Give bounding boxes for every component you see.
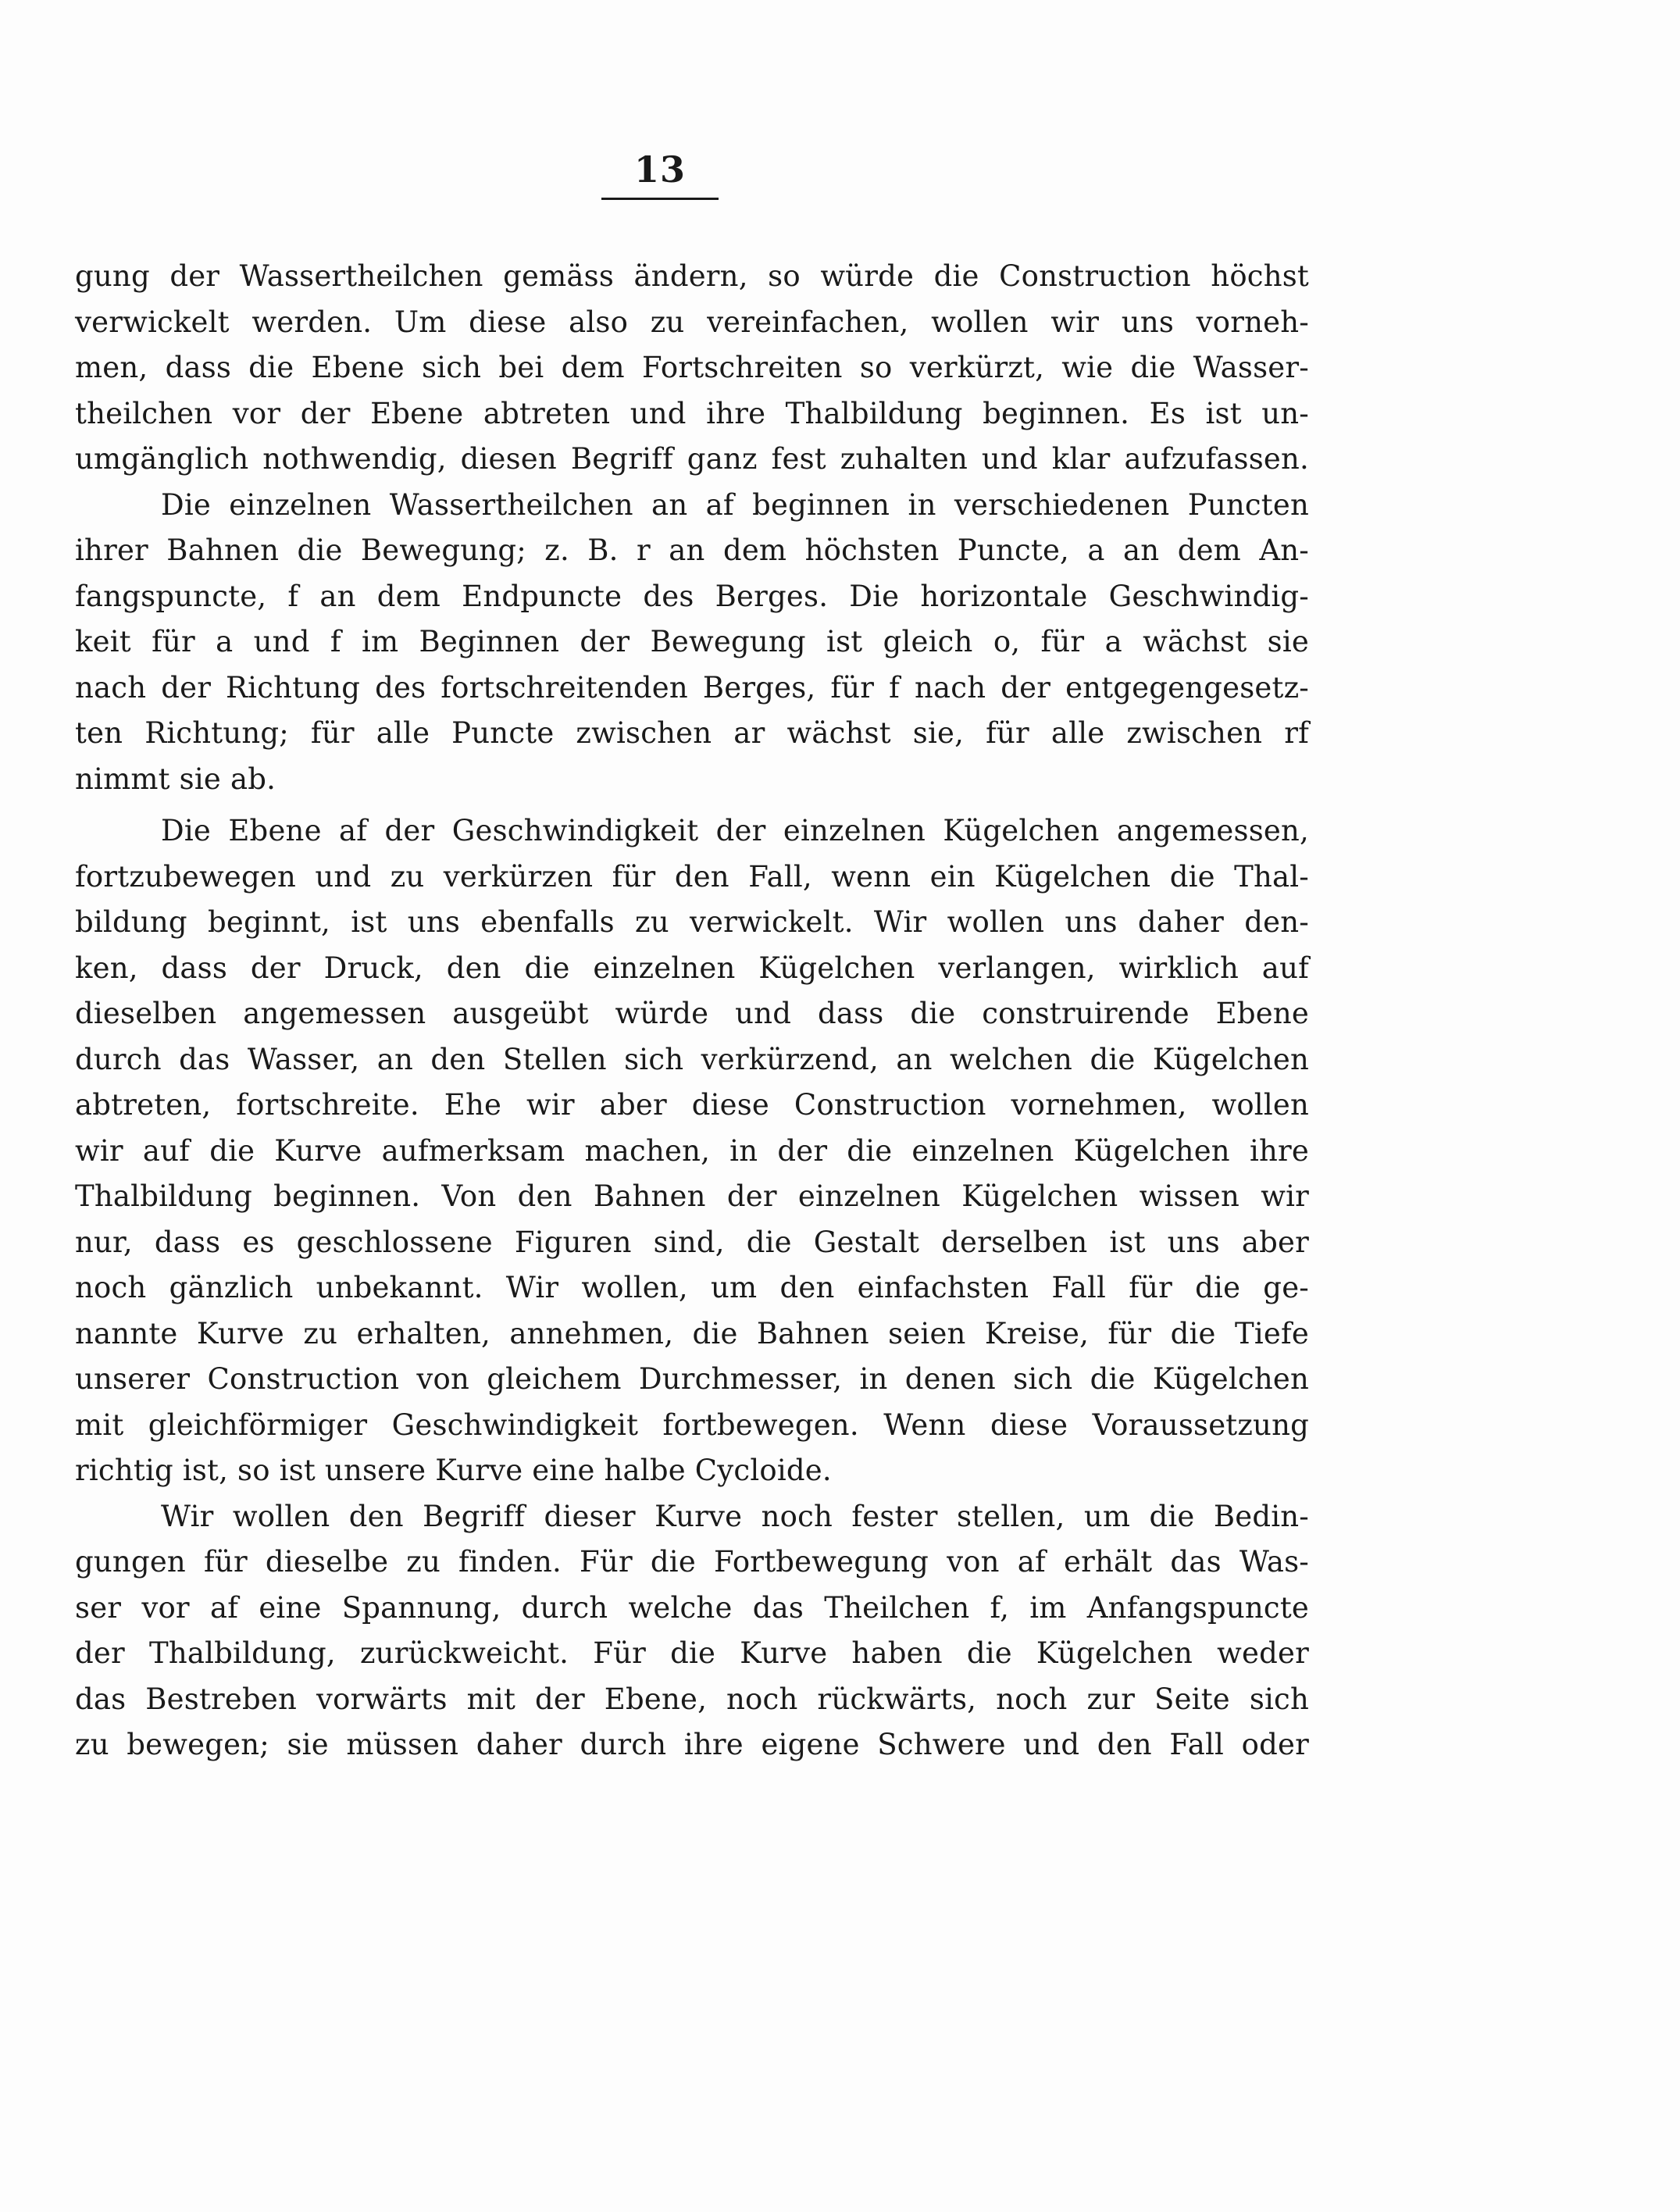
text-line: gungen für dieselbe zu finden. Für die Fortbewegung von af erhält das Was-	[75, 1545, 1309, 1579]
text-line: men, dass die Ebene sich bei dem Fortschreiten so verkürzt, wie die Wasser-	[75, 351, 1309, 384]
page-number-rule	[601, 198, 719, 200]
text-line: ihrer Bahnen die Bewegung; z. B. r an dem höchsten Puncte, a an dem An-	[75, 533, 1309, 567]
text-line: nur, dass es geschlossene Figuren sind, die Gestalt derselben ist uns aber	[75, 1225, 1309, 1259]
text-line: wir auf die Kurve aufmerksam machen, in der die einzelnen Kügelchen ihre	[75, 1133, 1309, 1168]
paragraph-3	[75, 808, 1309, 1494]
text-line: der Thalbildung, zurückweicht. Für die Kurve haben die Kügelchen weder	[75, 1636, 1309, 1670]
text-line: abtreten, fortschreite. Ehe wir aber diese Construction vornehmen, wollen	[75, 1088, 1309, 1122]
text-line: verwickelt werden. Um diese also zu vereinfachen, wollen wir uns vorneh-	[75, 305, 1309, 339]
paragraph-1	[75, 254, 1309, 483]
paragraph-4	[75, 1494, 1309, 1768]
text-line: Die einzelnen Wassertheilchen an af beginnen in verschiedenen Puncten	[161, 487, 1309, 522]
text-line: ser vor af eine Spannung, durch welche das Theilchen f, im Anfangspuncte	[75, 1590, 1309, 1625]
text-line: Wir wollen den Begriff dieser Kurve noch fester stellen, um die Bedin-	[161, 1499, 1309, 1533]
text-line: Die Ebene af der Geschwindigkeit der einzelnen Kügelchen angemessen,	[161, 814, 1309, 847]
page-number: 13	[633, 148, 686, 191]
text-line: noch gänzlich unbekannt. Wir wollen, um den einfachsten Fall für die ge-	[75, 1271, 1309, 1304]
text-line: unserer Construction von gleichem Durchmesser, in denen sich die Kügelchen	[75, 1362, 1309, 1396]
text-line: zu bewegen; sie müssen daher durch ihre eigene Schwere und den Fall oder	[75, 1728, 1309, 1761]
text-line: umgänglich nothwendig, diesen Begriff ganz fest zuhalten und klar aufzufassen.	[75, 442, 1309, 476]
text-line: Thalbildung beginnen. Von den Bahnen der einzelnen Kügelchen wissen wir	[75, 1179, 1309, 1213]
body-text	[75, 254, 1309, 1768]
text-line: durch das Wasser, an den Stellen sich verkürzend, an welchen die Kügelchen	[75, 1042, 1309, 1076]
paragraph-2	[75, 483, 1309, 803]
text-line: theilchen vor der Ebene abtreten und ihre Thalbildung beginnen. Es ist un-	[75, 396, 1309, 430]
text-line: mit gleichförmiger Geschwindigkeit fortbewegen. Wenn diese Voraussetzung	[75, 1407, 1309, 1442]
text-line: fortzubewegen und zu verkürzen für den Fall, wenn ein Kügelchen die Thal-	[75, 859, 1309, 894]
text-line: fangspuncte, f an dem Endpuncte des Berges. Die horizontale Geschwindig-	[75, 579, 1309, 613]
text-line: ten Richtung; für alle Puncte zwischen ar wächst sie, für alle zwischen rf	[75, 716, 1309, 750]
text-line: nannte Kurve zu erhalten, annehmen, die Bahnen seien Kreise, für die Tiefe	[75, 1316, 1309, 1350]
text-line: ken, dass der Druck, den die einzelnen Kügelchen verlangen, wirklich auf	[75, 951, 1309, 985]
text-line: nimmt sie ab.	[75, 762, 276, 796]
text-line: keit für a und f im Beginnen der Bewegung ist gleich o, für a wächst sie	[75, 625, 1309, 658]
text-line: gung der Wassertheilchen gemäss ändern, so würde die Construction höchst	[75, 259, 1309, 293]
text-line: das Bestreben vorwärts mit der Ebene, noch rückwärts, noch zur Seite sich	[75, 1682, 1309, 1716]
text-line: bildung beginnt, ist uns ebenfalls zu verwickelt. Wir wollen uns daher den-	[75, 905, 1309, 939]
text-line: nach der Richtung des fortschreitenden Berges, für f nach der entgegengesetz-	[75, 670, 1309, 705]
text-line: richtig ist, so ist unsere Kurve eine halbe Cycloide.	[75, 1454, 832, 1487]
text-line: dieselben angemessen ausgeübt würde und dass die construirende Ebene	[75, 997, 1309, 1030]
